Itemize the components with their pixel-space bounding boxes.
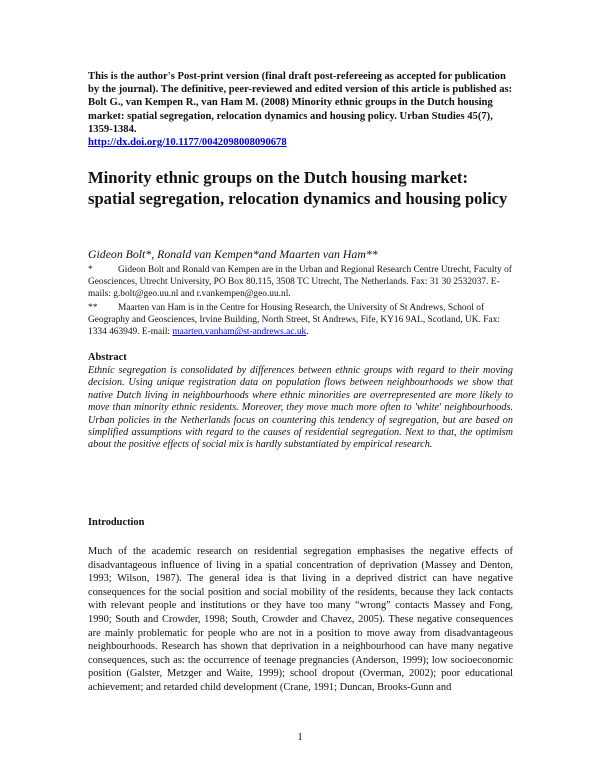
email-link[interactable]: maarten.vanham@st-andrews.ac.uk	[172, 327, 307, 338]
affiliation-st-andrews	[88, 302, 513, 339]
notice-text: This is the author's Post-print version (final draft post-refereeing as accepted for publication by the journal). The definitive, peer-reviewed and edited version of this article is published as: Bolt G., van Kempen R., van Ham M. (2008) Minority ethnic groups in the Dutch housing market: spatial segregation, relocation dynamics and housing policy. Urban Studies 45(7), 1359-1384.	[88, 71, 513, 135]
page-number: 1	[297, 732, 303, 743]
author-list: Gideon Bolt*, Ronald van Kempen*and Maarten van Ham**	[88, 247, 378, 261]
doi-link[interactable]: http://dx.doi.org/10.1177/0042098008090678	[88, 137, 287, 149]
article-title: Minority ethnic groups on the Dutch housing market: spatial segregation, relocation dynamics and housing policy	[88, 168, 508, 208]
abstract-text: Ethnic segregation is consolidated by differences between ethnic groups with regard to their moving decision. Using unique registration data on population flows between neighbourhoods we show that native Dutch living in neighbourhoods where ethnic minorities are overrepresented are more likely to move than minority ethnic residents. Moreover, they move much more often to 'white' neighbourhoods. Urban policies in the Netherlands focus on countering this tendency of segregation, but are based on simplified assumptions with regard to the causes of residential segregation. Next to that, the optimism about the positive effects of social mix is hardly substantiated by empirical research.	[88, 365, 513, 451]
affiliation-utrecht	[88, 264, 513, 301]
affiliation-text: Gideon Bolt and Ronald van Kempen are in the Urban and Regional Research Centre Utrecht, Faculty of Geosciences, Utrecht University, PO Box 80.115, 3508 TC Utrecht, The Netherlands. Fax: 31 30 2532037. E-mails: g.bolt@geo.uu.nl and r.vankempen@geo.uu.nl.	[88, 265, 512, 300]
affiliation-end: .	[306, 327, 309, 338]
affiliation-text: Maarten van Ham is in the Centre for Housing Research, the University of St Andrews, School of Geography and Geosciences, Irvine Building, North Street, St Andrews, Fife, KY16 9AL, Scotland, UK. Fax: 1334 463949. E-mail:	[88, 303, 500, 338]
introduction-heading: Introduction	[88, 517, 145, 528]
affiliation-marker: *	[88, 265, 93, 275]
introduction-text: Much of the academic research on residential segregation emphasises the negative effects of disadvantageous influence of living in a spatial concentration of deprivation (Massey and Denton, 1993; Wilson, 1987). The general idea is that living in a deprived district can have negative consequences for the social position and social mobility of the residents, because they lack contacts with relevant people and institutions or they have too many “wrong” contacts Massey and Fong, 1990; South and Crowder, 1998; South, Crowder and Chavez, 2005). These negative consequences are mainly problematic for people who are not in a position to move away from disadvantageous neighbourhoods. Research has shown that deprivation in a neighbourhood can have many negative consequences, such as: the occurrence of teenage pregnancies (Anderson, 1999); low socioeconomic position (Galster, Metzger and Waite, 1999); school dropout (Overman, 2002); poor educational achievement; and retarded child development (Crane, 1991; Duncan, Brooks-Gunn and	[88, 546, 513, 693]
postprint-notice	[88, 70, 518, 149]
abstract-heading: Abstract	[88, 352, 127, 363]
affiliation-marker: **	[88, 303, 98, 313]
